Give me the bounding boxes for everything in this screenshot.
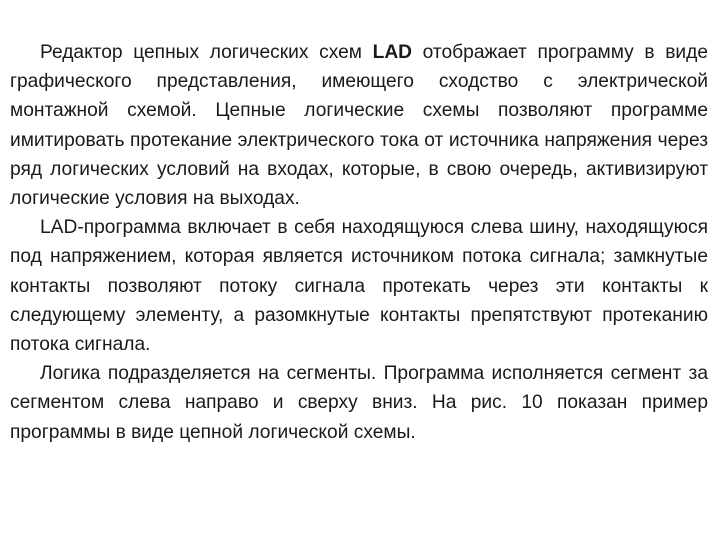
lad-term: LAD [372,42,413,63]
paragraph-2-text: LAD-программа включает в себя находящуюся слева шину, находящуюся под напряжением, которая является источником потока сигнала; замкнутые контакты позволяют потоку сигнала протекать через эти контакты к следующему элементу, а разомкнутые контакты препятствуют протеканию потока сигнала. [10,217,708,356]
paragraph-lad-program [10,213,708,359]
document-body [10,38,708,447]
paragraph-logic-segments [10,359,708,447]
paragraph-lad-editor [10,38,708,213]
paragraph-3-text: Логика подразделяется на сегменты. Программа исполняется сегмент за сегментом слева направо и сверху вниз. На рис. 10 показан пример программы в виде цепной логической схемы. [10,363,708,443]
paragraph-1-text-start: Редактор цепных логических схем [40,42,373,63]
paragraph-1-text-end: отображает программу в виде графического представления, имеющего сходство с электрической монтажной схемой. Цепные логические схемы позволяют программе имитировать протекание электрического тока от источника напряжения через ряд логических условий на входах, которые, в свою очередь, активизируют логические условия на выходах. [10,42,708,210]
